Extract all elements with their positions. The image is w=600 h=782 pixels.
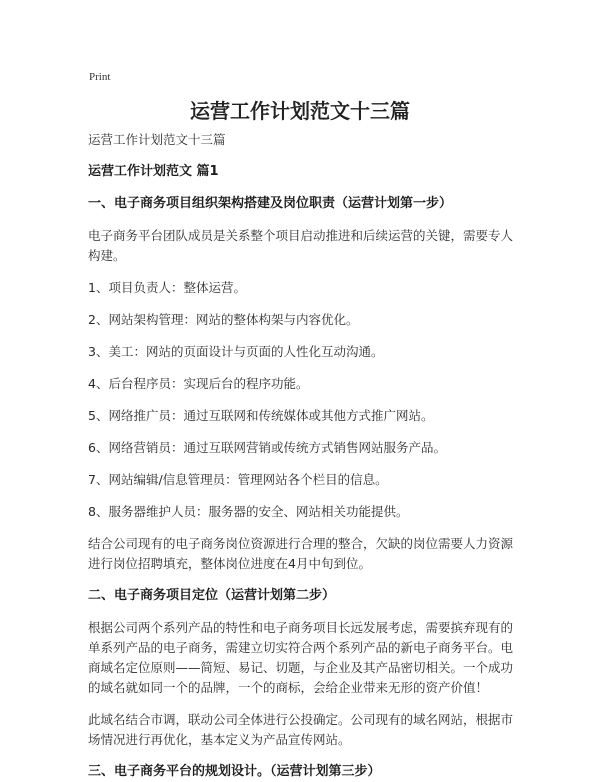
role-item: 7、网站编辑/信息管理员：管理网站各个栏目的信息。 <box>88 472 388 487</box>
paragraph-4: 此域名结合市调，联动公司全体进行公投确定。公司现有的域名网站，根据市场情况进行再优化，基本定义为产品宣传网站。 <box>88 712 514 747</box>
page-title: 运营工作计划范文十三篇 <box>190 99 410 123</box>
heading-3: 三、电子商务平台的规划设计。（运营计划第三步） <box>88 764 381 779</box>
heading-2: 二、电子商务项目定位（运营计划第二步） <box>88 588 336 603</box>
role-item: 4、后台程序员：实现后台的程序功能。 <box>88 376 309 391</box>
heading-1: 一、电子商务项目组织架构搭建及岗位职责（运营计划第一步） <box>88 196 453 211</box>
role-item: 8、服务器维护人员：服务器的安全、网站相关功能提供。 <box>88 504 409 519</box>
role-item: 3、美工：网站的页面设计与页面的人性化互动沟通。 <box>88 344 384 359</box>
section-title: 运营工作计划范文 篇1 <box>88 164 219 179</box>
role-item: 6、网络营销员：通过互联网营销或传统方式销售网站服务产品。 <box>88 440 446 455</box>
intro-text: 运营工作计划范文十三篇 <box>88 132 226 147</box>
print-link[interactable]: Print <box>89 71 111 83</box>
role-item: 1、项目负责人：整体运营。 <box>88 280 246 295</box>
role-item: 5、网络推广员：通过互联网和传统媒体或其他方式推广网站。 <box>88 408 434 423</box>
paragraph-3: 根据公司两个系列产品的特性和电子商务项目长远发展考虑，需要摈弃现有的单系列产品的电子商务，需建立切实符合两个系列产品的新电子商务平台。电商域名定位原则——简短、易记、切题，与企业及其产品密切相关。一个成功的域名就如同一个的品牌，一个的商标，会给企业带来无形的资产价值！ <box>88 620 514 695</box>
document-body <box>88 130 520 782</box>
paragraph-1: 电子商务平台团队成员是关系整个项目启动推进和后续运营的关键，需要专人构建。 <box>88 228 514 263</box>
paragraph-2: 结合公司现有的电子商务岗位资源进行合理的整合，欠缺的岗位需要人力资源进行岗位招聘填充，整体岗位进度在4月中旬到位。 <box>88 536 514 571</box>
role-item: 2、网站架构管理：网站的整体构架与内容优化。 <box>88 312 359 327</box>
